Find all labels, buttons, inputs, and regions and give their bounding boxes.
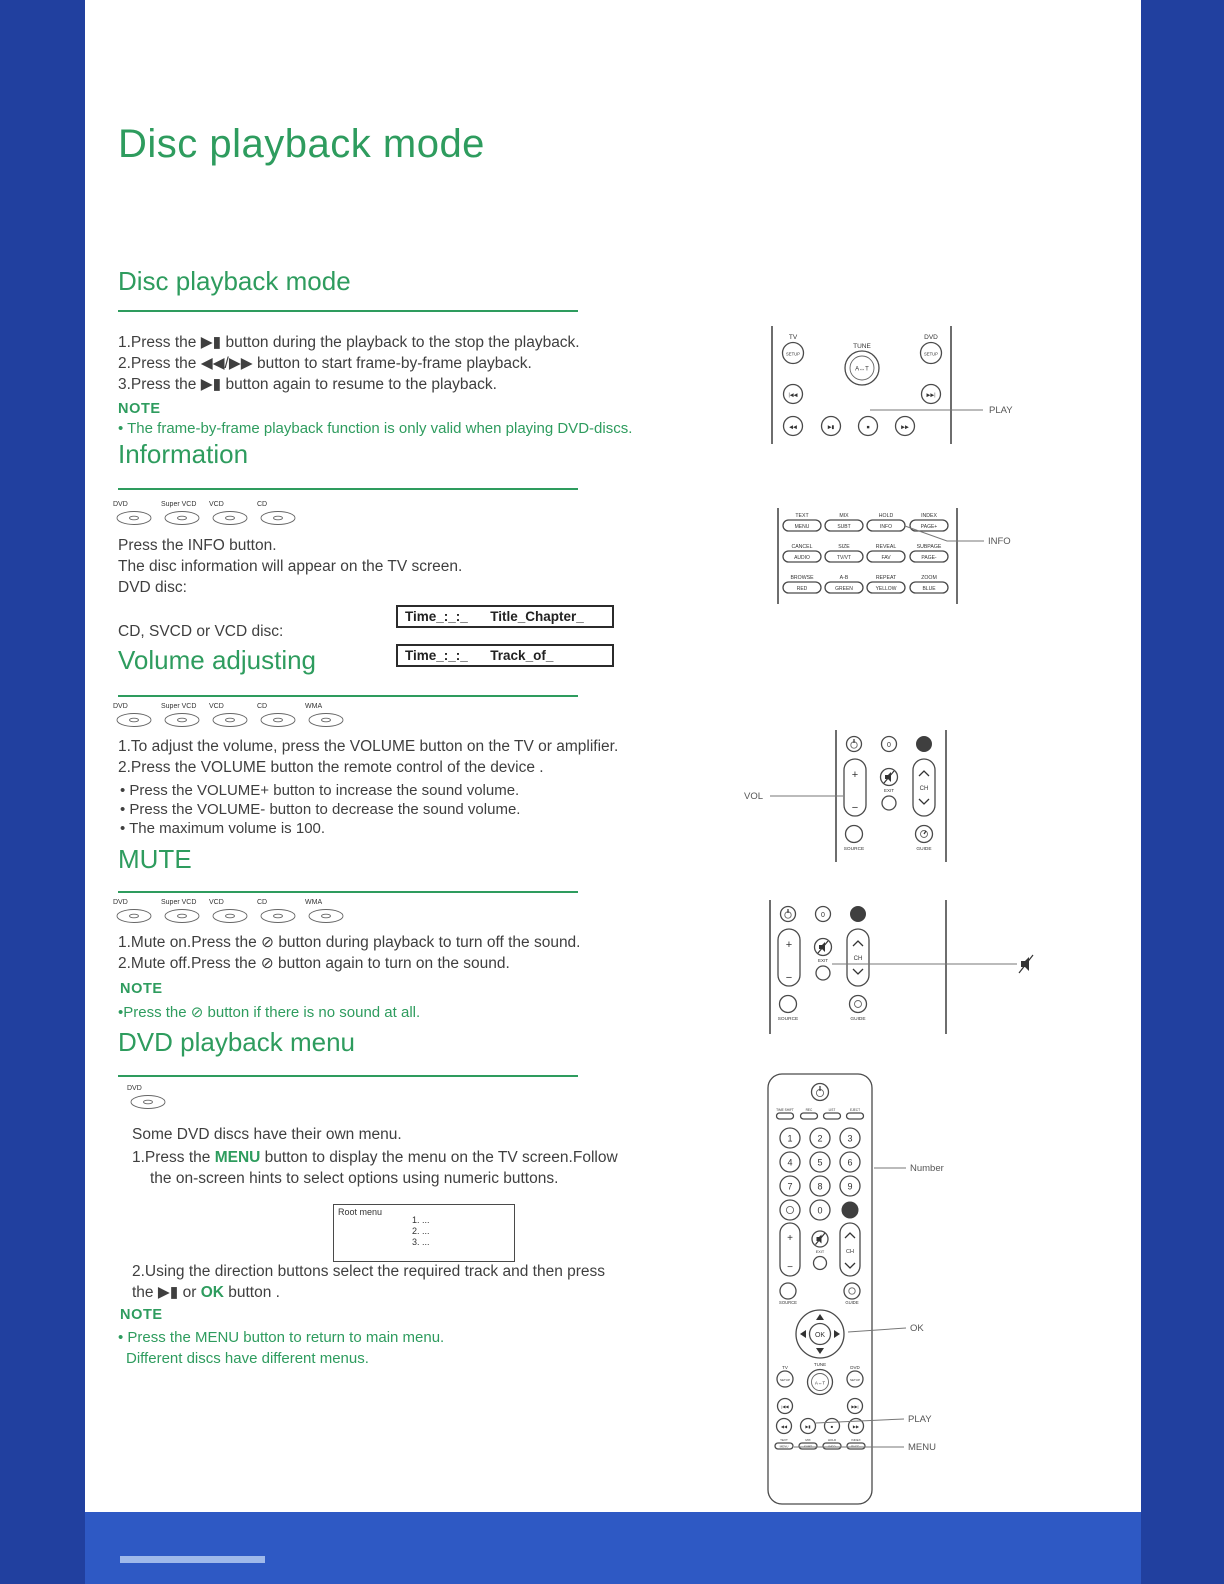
menu-keyword: MENU (214, 1149, 261, 1166)
ch-list-button (851, 907, 866, 922)
rewind-icon: ◀◀ (789, 424, 797, 431)
svg-text:CH: CH (919, 786, 929, 792)
root-menu-box (333, 1204, 515, 1262)
guide-button (916, 826, 933, 853)
next-button (848, 1399, 863, 1414)
svg-text:VCD: VCD (209, 899, 224, 906)
mute-button (812, 1231, 828, 1247)
svg-text:DVD: DVD (113, 501, 128, 508)
source-button (778, 996, 799, 1023)
play-callout: PLAY (989, 405, 1013, 416)
svg-text:CD: CD (257, 703, 268, 710)
exit-button (882, 796, 896, 810)
heading-rule (118, 695, 578, 697)
svg-text:BROWSE: BROWSE (790, 575, 814, 581)
teletext-row-1 (783, 513, 948, 531)
svg-text:6: 6 (847, 1157, 853, 1168)
play-pause-icon: ▶▮ (827, 424, 835, 431)
previous-button (784, 385, 803, 404)
next-icon: ▶▶| (926, 392, 936, 399)
menu-callout: MENU (908, 1442, 936, 1453)
left-border-bar (0, 0, 85, 1584)
svg-text:0: 0 (817, 1205, 823, 1216)
ok-keyword: OK (200, 1284, 224, 1301)
svg-text:WMA: WMA (305, 899, 323, 906)
svg-text:Super VCD: Super VCD (161, 501, 197, 508)
svg-text:GUIDE: GUIDE (845, 1300, 859, 1305)
svg-text:SIZE: SIZE (838, 544, 850, 550)
svg-text:REPEAT: REPEAT (875, 575, 897, 581)
svg-text:−: − (785, 972, 793, 984)
svg-text:TUNE: TUNE (813, 1362, 827, 1367)
svg-text:WMA: WMA (305, 703, 323, 710)
play-pause-icon: ▶▮ (805, 1424, 811, 1430)
note-label: NOTE (118, 401, 161, 417)
menu-step-2b (132, 1282, 280, 1303)
svg-text:0: 0 (887, 741, 891, 749)
stop-icon: ■ (866, 424, 870, 431)
svg-text:ZOOM: ZOOM (921, 575, 937, 581)
text-segment: button . (223, 1284, 280, 1301)
volume-rocker (778, 929, 800, 986)
svg-text:DVD: DVD (113, 703, 128, 710)
bullet: • The maximum volume is 100. (120, 820, 326, 837)
svg-text:EXIT: EXIT (883, 788, 895, 793)
svg-text:INDEX: INDEX (851, 1438, 861, 1442)
source-button (844, 826, 865, 853)
svg-text:◀◀: ◀◀ (780, 1424, 788, 1430)
disc-type-row (112, 498, 304, 528)
previous-button (778, 1399, 793, 1414)
svg-text:SOURCE: SOURCE (777, 1017, 799, 1022)
svg-text:CD: CD (257, 899, 268, 906)
disc-type-row (126, 1082, 174, 1112)
dvd-setup-button (921, 334, 942, 364)
svg-text:SETUP: SETUP (849, 1378, 861, 1382)
disc-icon (208, 896, 256, 926)
root-menu-title: Root menu (338, 1207, 383, 1217)
remote-transport-illustration (765, 326, 1060, 444)
tv-setup-button (783, 334, 804, 364)
svg-text:GREEN: GREEN (835, 586, 853, 592)
svg-text:REVEAL: REVEAL (875, 544, 897, 550)
ok-button-label: OK (814, 1331, 826, 1339)
cd-disc-label: CD, SVCD or VCD disc: (118, 623, 284, 640)
svg-text:TV/VT: TV/VT (836, 555, 852, 561)
svg-text:|◀◀: |◀◀ (781, 1404, 789, 1410)
number-callout: Number (910, 1163, 944, 1174)
disc-icon (256, 700, 304, 730)
digit-0-button (816, 907, 831, 922)
exit-button (816, 966, 830, 980)
svg-text:1: 1 (787, 1133, 793, 1144)
stop-button (825, 1419, 840, 1434)
svg-text:PAGE+: PAGE+ (920, 524, 938, 530)
remote-full-illustration (760, 1070, 1060, 1508)
page-title: Disc playback mode (118, 122, 485, 166)
svg-text:PAGE-: PAGE- (921, 555, 937, 561)
disc-icon (256, 896, 304, 926)
svg-text:DVD: DVD (850, 1365, 860, 1370)
svg-text:▶▶: ▶▶ (852, 1424, 860, 1430)
disc-icon (208, 498, 256, 528)
step: 1.Mute on.Press the ⊘ button during playback to turn off the sound. (118, 934, 581, 951)
remote-mute-illustration (765, 900, 1065, 1034)
svg-text:GUIDE: GUIDE (850, 1017, 866, 1022)
svg-text:EXIT: EXIT (815, 1250, 825, 1254)
osd-display-dvd: Time_:_:_ Title_Chapter_ (396, 605, 614, 628)
svg-text:SUBPAGE: SUBPAGE (916, 544, 942, 550)
svg-text:CANCEL: CANCEL (791, 544, 813, 550)
step: 2.Press the ◀◀/▶▶ button to start frame-by-frame playback. (118, 355, 532, 372)
menu-intro: Some DVD discs have their own menu. (132, 1126, 402, 1143)
svg-text:DVD: DVD (113, 899, 128, 906)
step-list (118, 332, 783, 395)
svg-text:HOLD: HOLD (878, 513, 894, 519)
svg-text:▶▶|: ▶▶| (851, 1404, 859, 1410)
root-menu-item: 1. ... (412, 1215, 430, 1225)
svg-text:TEXT: TEXT (780, 1438, 788, 1442)
guide-button (844, 1283, 860, 1305)
power-button (812, 1084, 829, 1101)
channel-rocker (913, 759, 935, 816)
svg-text:AUDIO: AUDIO (794, 555, 810, 561)
stop-button (859, 417, 878, 436)
svg-text:TEXT: TEXT (795, 513, 809, 519)
svg-text:Super VCD: Super VCD (161, 703, 197, 710)
section-disc-playback (118, 266, 783, 437)
disc-icon (304, 700, 352, 730)
section-volume (118, 645, 783, 697)
section-dvd-menu (118, 1027, 783, 1077)
play-pause-button (801, 1419, 816, 1434)
note-label: NOTE (120, 981, 163, 997)
svg-text:TV: TV (788, 334, 798, 341)
svg-text:9: 9 (847, 1181, 853, 1192)
svg-text:4: 4 (787, 1157, 793, 1168)
svg-text:VCD: VCD (209, 501, 224, 508)
svg-text:2: 2 (817, 1133, 823, 1144)
disc-icon (160, 498, 208, 528)
svg-text:DVD: DVD (924, 334, 938, 341)
svg-text:DVD: DVD (127, 1085, 142, 1092)
disc-icon (160, 896, 208, 926)
exit-button (814, 1257, 827, 1270)
svg-text:CD: CD (257, 501, 268, 508)
step: 1.To adjust the volume, press the VOLUME button on the TV or amplifier. (118, 738, 619, 755)
svg-text:BLUE: BLUE (922, 586, 936, 592)
teletext-row-3 (783, 575, 948, 593)
svg-text:CH: CH (853, 956, 863, 962)
disc-icon (304, 896, 352, 926)
mute-button (815, 939, 832, 956)
svg-text:GUIDE: GUIDE (916, 847, 932, 852)
digit-0-button (882, 737, 897, 752)
text-line: Press the INFO button. (118, 537, 277, 554)
note-text: Different discs have different menus. (126, 1350, 369, 1367)
note-label: NOTE (120, 1307, 163, 1323)
step: 2.Press the VOLUME button the remote control of the device . (118, 759, 544, 776)
text-segment: the ▶▮ or (132, 1284, 201, 1301)
teletext-row-2 (783, 544, 948, 562)
heading-rule (118, 1075, 578, 1077)
menu-step-1-cont: the on-screen hints to select options using numeric buttons. (150, 1170, 559, 1187)
svg-text:7: 7 (787, 1181, 793, 1192)
footer-accent-line (120, 1556, 265, 1563)
heading-rule (118, 488, 578, 490)
source-button (779, 1283, 797, 1305)
vol-callout: VOL (744, 791, 764, 802)
svg-text:SETUP: SETUP (779, 1378, 791, 1382)
svg-text:EXIT: EXIT (817, 958, 829, 963)
svg-text:TIME SHIFT: TIME SHIFT (776, 1108, 794, 1112)
minus-icon: − (851, 802, 859, 814)
bullet: • Press the VOLUME+ button to increase the sound volume. (120, 782, 520, 799)
footer-bar (85, 1512, 1141, 1584)
svg-text:LIST: LIST (828, 1108, 836, 1112)
disc-icon (112, 700, 160, 730)
svg-text:SETUP: SETUP (786, 351, 800, 357)
root-menu-item: 3. ... (412, 1237, 430, 1247)
text-segment: 1.Press the (132, 1149, 215, 1166)
plus-icon: + (851, 769, 859, 781)
disc-icon (112, 498, 160, 528)
ch-list-button (842, 1202, 858, 1218)
mute-callout-icon (1019, 955, 1033, 973)
svg-text:REC: REC (805, 1108, 813, 1112)
remote-teletext-illustration (772, 508, 1064, 604)
svg-text:SOURCE: SOURCE (779, 1300, 797, 1305)
svg-text:RED: RED (796, 586, 808, 592)
svg-text:A↔T: A↔T (855, 366, 869, 373)
svg-text:INDEX: INDEX (921, 513, 937, 519)
root-menu-item: 2. ... (412, 1226, 430, 1236)
svg-text:SUBT: SUBT (837, 524, 851, 530)
svg-text:MIX: MIX (839, 513, 849, 519)
channel-rocker (840, 1223, 860, 1276)
section-heading: Information (118, 439, 249, 469)
step: 2.Mute off.Press the ⊘ button again to turn on the sound. (118, 955, 510, 972)
svg-text:YELLOW: YELLOW (875, 586, 897, 592)
svg-text:HOLD: HOLD (827, 1438, 837, 1442)
section-heading: DVD playback menu (118, 1027, 355, 1057)
menu-step-1 (132, 1147, 618, 1168)
prev-icon: |◀◀ (788, 392, 798, 399)
disc-icon (208, 700, 256, 730)
guide-button (850, 996, 867, 1023)
step: 1.Press the ▶▮ button during the playback to the stop the playback. (118, 334, 580, 351)
section-mute (118, 844, 783, 893)
svg-text:TV: TV (782, 1365, 788, 1370)
svg-text:EJECT: EJECT (849, 1108, 861, 1112)
disc-icon (256, 498, 304, 528)
svg-text:A↔T: A↔T (814, 1380, 826, 1386)
rewind-button (784, 417, 803, 436)
svg-text:MIX: MIX (805, 1438, 811, 1442)
disc-icon (126, 1082, 174, 1112)
forward-icon: ▶▶ (901, 424, 909, 431)
section-information (118, 439, 783, 490)
note-text: • Press the MENU button to return to main menu. (118, 1329, 445, 1346)
svg-text:0: 0 (821, 911, 825, 919)
svg-text:FAV: FAV (881, 555, 891, 561)
note-text: • The frame-by-frame playback function is only valid when playing DVD-discs. (118, 420, 633, 437)
svg-text:Super VCD: Super VCD (161, 899, 197, 906)
disc-icon (112, 896, 160, 926)
svg-text:PAGE+: PAGE+ (851, 1444, 861, 1449)
rewind-button (777, 1419, 792, 1434)
svg-text:8: 8 (817, 1181, 823, 1192)
heading-rule (118, 310, 578, 312)
svg-text:−: − (787, 1262, 793, 1273)
direction-pad (796, 1310, 844, 1358)
root-menu-items (412, 1215, 430, 1248)
volume-bullets (120, 781, 520, 838)
osd-display-cd: Time_:_:_ Track_of_ (396, 644, 614, 667)
volume-rocker (844, 759, 866, 816)
ok-callout: OK (910, 1323, 924, 1334)
svg-text:SUBT: SUBT (803, 1444, 813, 1449)
svg-text:3: 3 (847, 1133, 853, 1144)
disc-type-row (112, 700, 352, 730)
power-button (781, 907, 796, 922)
next-button (922, 385, 941, 404)
channel-rocker (847, 929, 869, 986)
svg-text:INFO: INFO (880, 524, 892, 530)
text-segment: button to display the menu on the TV screen.Follow (260, 1149, 618, 1166)
tune-dial (845, 343, 879, 385)
section-heading: MUTE (118, 844, 192, 874)
svg-text:TUNE: TUNE (853, 343, 871, 350)
volume-steps (118, 736, 618, 778)
svg-text:A-B: A-B (839, 575, 849, 581)
disc-type-row (112, 896, 352, 926)
note-text: •Press the ⊘ button if there is no sound at all. (118, 1004, 421, 1021)
svg-text:VCD: VCD (209, 703, 224, 710)
svg-text:+: + (787, 1233, 793, 1244)
volume-rocker (780, 1223, 800, 1276)
forward-button (896, 417, 915, 436)
ch-list-button (917, 737, 932, 752)
svg-text:CH: CH (846, 1249, 854, 1255)
text-line: DVD disc: (118, 579, 187, 596)
disc-icon (160, 700, 208, 730)
mute-steps (118, 932, 581, 974)
svg-text:MENU: MENU (794, 524, 810, 530)
bullet: • Press the VOLUME- button to decrease the sound volume. (120, 801, 521, 818)
svg-text:■: ■ (830, 1424, 834, 1430)
section-heading: Volume adjusting (118, 645, 317, 675)
right-border-bar (1141, 0, 1224, 1584)
svg-text:SOURCE: SOURCE (843, 847, 865, 852)
step: 3.Press the ▶▮ button again to resume to the playback. (118, 376, 497, 393)
remote-volume-illustration (740, 730, 962, 862)
mute-button (881, 769, 898, 786)
play-pause-button (822, 417, 841, 436)
svg-text:MENU: MENU (779, 1444, 789, 1449)
menu-step-2: 2.Using the direction buttons select the required track and then press (132, 1263, 606, 1280)
heading-rule (118, 891, 578, 893)
svg-text:+: + (785, 939, 793, 951)
section-heading: Disc playback mode (118, 266, 351, 296)
svg-text:5: 5 (817, 1157, 823, 1168)
text-line: The disc information will appear on the TV screen. (118, 558, 463, 575)
information-text (118, 535, 462, 598)
svg-text:SETUP: SETUP (924, 351, 938, 357)
play-callout: PLAY (908, 1414, 932, 1425)
info-callout: INFO (988, 536, 1011, 547)
power-button (847, 737, 862, 752)
svg-text:INFO: INFO (828, 1444, 836, 1449)
